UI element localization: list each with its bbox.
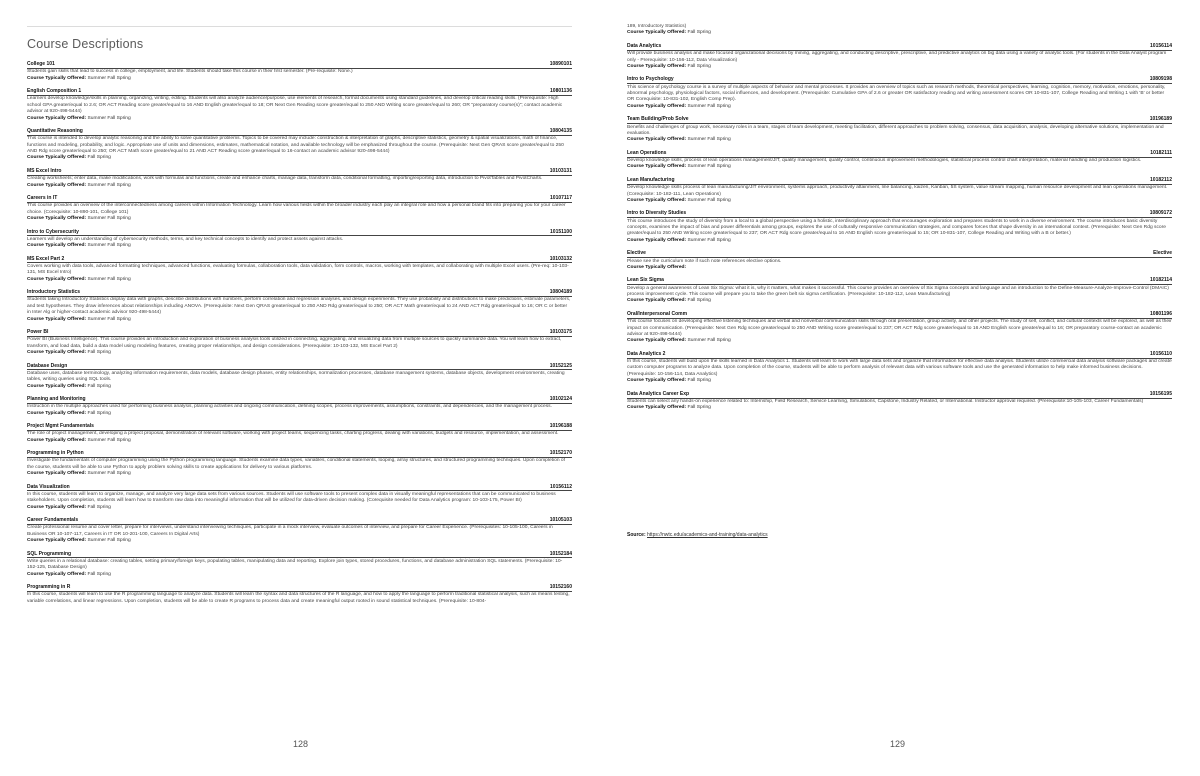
course-description: Develop a general awareness of Lean Six Sigma: what it is, why it matters, what makes it successful. This course provides an overview of Six Sigma concepts and language and an introduction to the Define-Measure-Analyze-Improve-Control (DMAIC) process improvement cycle. This course will prepare you to take the green belt six sigma certification. (Prerequisite: 10-182-112, Lean Manufacturing) xyxy=(627,285,1169,297)
offered-terms: Summer Fall Spring xyxy=(87,471,131,477)
course-offered xyxy=(27,350,572,356)
course-code: 10890101 xyxy=(549,61,572,67)
offered-terms: Summer Fall Spring xyxy=(87,75,131,81)
course-name: Quantitative Reasoning xyxy=(27,128,83,134)
course-offered xyxy=(27,505,572,511)
course-header xyxy=(627,351,1172,359)
course-code: 10156110 xyxy=(1150,350,1172,357)
course-description: Write queries in a relational database: creating tables, setting primary/foreign keys, populating tables, manipulating data and reporting. Explore join types, stored procedures, functions, and database administration SQL statements. (Prerequisite: 10-152-125, Database Design) xyxy=(27,558,563,571)
course-name: Project Mgmt Fundamentals xyxy=(27,423,94,430)
course-code: 10804189 xyxy=(549,289,572,296)
course-header xyxy=(27,329,572,337)
course-code: 10182112 xyxy=(1150,176,1172,183)
right-course-list xyxy=(627,24,1172,418)
offered-label: Course Typically Offered: xyxy=(27,383,87,389)
course-description: Students taking Introductory Statistics display data with graphs, describe distributions with numbers, perform correlation and regression analyses, and design experiments. They use probability and distributions to make predictions, estimate parameters, and test hypotheses. They draw inferences about relationships including ANOVA. (Prerequisite: Next Gen QRAS greater/equal to 250 AND Rdg greater/equal to 250; OR ACT Math greater/equal to 24 AND ACT Rdg greater/equal to 16; OR C or better in Inter Alg or higher-contact academic advisor 920-498-5444) xyxy=(27,297,571,316)
course-offered xyxy=(27,76,572,82)
course-name: Intro to Diversity Studies xyxy=(627,210,687,217)
course-code: 10107117 xyxy=(550,195,572,201)
course-entry xyxy=(627,177,1172,204)
course-description: Creating worksheets; enter data, make modifications, work with formulas and functions, create and enhance charts, manage data, transform data, conditional formatting, importing/exporting data, introduction to PivotTables and PivotCharts. xyxy=(27,176,543,182)
course-code: 10152184 xyxy=(549,550,572,557)
course-name: MS Excel Part 2 xyxy=(27,255,65,262)
course-code: 10801196 xyxy=(1150,310,1172,317)
course-entry xyxy=(27,584,572,605)
offered-label: Course Typically Offered: xyxy=(627,237,687,243)
course-code: 10105103 xyxy=(549,517,572,524)
course-code: 10152170 xyxy=(549,450,572,457)
offered-terms: Summer Fall Spring xyxy=(87,316,131,322)
offered-label: Course Typically Offered: xyxy=(27,276,87,282)
course-description: Investigate the fundamentals of computer programming using the Python programming language. Students examine data types, variables, conditional statements, looping, array structures, and structured programming techniques. Upon completion of the course, students will be able to use Python to apply problem solving skills to create applications for delivery to various platforms. xyxy=(27,458,565,470)
course-offered xyxy=(627,64,1172,70)
course-offered xyxy=(27,317,572,323)
course-description: Benefits and challenges of group work, necessary roles in a team, stages of team development, meeting facilitation, different approaches to problem solving, consensus, data acquisition, analysis, developing alternative solutions, implementation and evaluation. xyxy=(627,124,1164,136)
course-description: Create professional resume and cover letter, prepare for interviews, understand interviewing techniques, participate in a mock interview, evaluate outcomes of interview, and prepare for Career Experience. (Prerequisites: 10-105-100, Careers in Business OR 10-107-117, Careers in IT OR 10-201-100, Careers In Digital Arts) xyxy=(27,525,553,537)
offered-label: Course Typically Offered: xyxy=(627,338,687,344)
course-name: Programming in R xyxy=(27,584,71,591)
course-header xyxy=(627,76,1172,84)
course-name: Lean Operations xyxy=(627,149,667,156)
course-offered xyxy=(27,243,572,249)
offered-label: Course Typically Offered: xyxy=(27,410,87,416)
offered-terms: Summer Fall Spring xyxy=(87,243,131,249)
course-offered xyxy=(27,116,572,122)
source-link[interactable]: https://nwtc.edu/academics-and-training/data-analytics xyxy=(647,532,768,538)
offered-label: Course Typically Offered: xyxy=(27,216,87,221)
course-header xyxy=(27,363,572,371)
offered-terms: Summer Fall Spring xyxy=(87,182,131,188)
course-entry xyxy=(27,450,572,477)
course-name: Intro to Cybersecurity xyxy=(27,228,79,235)
course-offered xyxy=(627,338,1172,344)
course-description: In this course, students will learn to organize, manage, and analyze very large data sets from various sources. Students will use software tools to present complex data in visually meaningful representations that can be communicated to business stakeholders. Upon completion, students will learn how to transform raw data into meaningful information that will be utilized for data-driven decision making. (Corequisite needed for Data Analytics program: 10-103-175, Power BI) xyxy=(27,491,556,504)
course-name: Power BI xyxy=(27,329,49,335)
offered-terms: Summer Fall Spring xyxy=(687,338,731,344)
course-description: Power BI (Business Intelligence). This course provides an introduction and exploration of business analysis tools utilized in connecting, aggregating, and visualizing data from multiple sources to quickly summarize data. You will learn how to extract, transform, and load data, build a data model using modeling features, creating proper relationships, and design considerations. (Prerequisite: 10-103-132, MS Excel Part 2) xyxy=(27,337,562,349)
course-code: 10809198 xyxy=(1149,76,1172,83)
course-name: Programming in Python xyxy=(27,450,84,457)
course-header xyxy=(627,391,1172,399)
course-offered xyxy=(27,572,572,578)
course-description: In this course, students will learn to use the R programming language to analyze data. Students will learn the syntax and data structures of the R language, and how to apply the language to perform traditional statistical analysis, such as means testing, variable correlations, and linear regressions. Upon completion, students will be able to create R programs to process data and create meaningful output rooted in sound statistical techniques. (Prerequisite: 10-804- xyxy=(27,592,570,604)
offered-label: Course Typically Offered: xyxy=(27,437,87,443)
course-code: 10156112 xyxy=(550,483,572,490)
course-entry xyxy=(27,423,572,444)
offered-label: Course Typically Offered: xyxy=(27,471,87,477)
offered-label: Course Typically Offered: xyxy=(627,164,687,170)
course-description: This course introduces the study of diversity from a local to a global perspective using a holistic, interdisciplinary approach that encourages exploration and prepares students to work in a diverse environment. The course introduces basic diversity concepts, examines the impact of bias and power differentials among groups, explores the use of culturally responsive communication strategies, and compares forces that shape diversity in an international context. (Prerequisite: Next Gen Rdg score greater/equal to 250 AND Writing score greater/equal to 237; OR ACT Rdg score greater/equal to 16 AND English score greater/equal to 15; OR 10-831-107, College Reading and Writing with a B or better.) xyxy=(627,218,1166,237)
source-label: Source: xyxy=(627,532,646,538)
offered-terms: Fall Spring xyxy=(87,410,111,416)
course-entry xyxy=(27,256,572,283)
course-name: Careers in IT xyxy=(27,195,58,201)
course-name: Data Analytics Career Exp xyxy=(627,390,690,397)
course-entry xyxy=(627,391,1172,412)
course-description: This course focuses on developing effective listening techniques and verbal and nonverbal communication skills through oral presentation, group activity, and other projects. The study of self, conflict, and cultural contexts will be explored, as well as their impact on communication. (Prerequisite: Next Gen Rdg score greater/equal to 250 AND Writing score greater/equal to 237; OR ACT Rdg score greater/equal to 16 AND English score greater/equal to 16; OR preparatory course-contact an academic advisor at 920-498-5444) xyxy=(627,319,1172,337)
offered-label: Course Typically Offered: xyxy=(27,504,87,510)
course-offered xyxy=(627,238,1172,244)
course-description: This course provides an overview of the interconnectedness among careers within Information Technology. Learn how various fields within the broader industry each play an integral role and how a personal brand fits into preparing you for your career choice. (Corequisite: 10-890-101, College 101) xyxy=(27,203,566,215)
course-entry xyxy=(627,277,1172,304)
course-name: Intro to Psychology xyxy=(627,76,674,83)
course-description: 189, Introductory Statistics) xyxy=(627,24,687,29)
course-name: College 101 xyxy=(27,61,55,67)
course-entry xyxy=(27,396,572,417)
course-code: 10809172 xyxy=(1149,210,1172,217)
offered-terms: Fall Spring xyxy=(87,155,111,161)
course-header xyxy=(27,195,572,203)
course-header xyxy=(27,168,572,176)
offered-label: Course Typically Offered: xyxy=(27,350,87,355)
offered-terms: Summer Fall Spring xyxy=(687,137,731,143)
offered-terms: Summer Fall Spring xyxy=(687,197,731,203)
course-entry xyxy=(27,128,572,162)
offered-label: Course Typically Offered: xyxy=(627,264,687,270)
course-header xyxy=(627,210,1172,218)
course-header xyxy=(27,229,572,237)
course-code: 10196188 xyxy=(549,423,572,430)
offered-terms: Fall Spring xyxy=(87,383,111,389)
offered-terms: Summer Fall Spring xyxy=(687,164,731,170)
course-header xyxy=(27,396,572,404)
offered-terms: Summer Fall Spring xyxy=(87,538,131,544)
course-header xyxy=(27,88,572,96)
course-code: 10152125 xyxy=(549,362,572,369)
offered-label: Course Typically Offered: xyxy=(27,115,87,121)
course-name: Career Fundamentals xyxy=(27,517,79,524)
course-entry xyxy=(27,517,572,544)
course-name: Data Visualization xyxy=(27,483,70,490)
course-code: 10182114 xyxy=(1150,277,1172,284)
course-entry xyxy=(27,195,572,222)
offered-terms: Summer Fall Spring xyxy=(87,216,131,221)
offered-terms: Summer Fall Spring xyxy=(87,276,131,282)
course-name: Elective xyxy=(627,250,646,257)
course-code: 10102124 xyxy=(549,396,572,402)
course-description: Develop knowledge skills, process of lean operations management/JIT, quality management, quality control, continuous improvement methodologies, statistical process control chart interpretation, material handling and production logistics. xyxy=(627,158,1142,163)
course-offered xyxy=(627,298,1172,304)
course-offered xyxy=(627,137,1172,143)
offered-label: Course Typically Offered: xyxy=(627,137,687,143)
course-name: Data Analytics 2 xyxy=(627,350,666,357)
offered-label: Course Typically Offered: xyxy=(627,197,687,203)
offered-label: Course Typically Offered: xyxy=(27,155,87,161)
offered-terms: Fall Spring xyxy=(87,571,111,577)
course-description: Please see the curriculum note if such note references elective options. xyxy=(627,258,782,264)
course-code: 10103131 xyxy=(549,167,572,174)
course-name: MS Excel Intro xyxy=(27,167,62,174)
course-header xyxy=(27,450,572,458)
course-entry xyxy=(627,24,1172,37)
page-number-right: 129 xyxy=(890,739,906,749)
course-offered xyxy=(627,198,1172,204)
course-code: Elective xyxy=(1153,250,1172,257)
course-header xyxy=(627,277,1172,285)
offered-label: Course Typically Offered: xyxy=(627,378,687,384)
course-name: Lean Six Sigma xyxy=(627,277,664,284)
course-header xyxy=(27,517,572,525)
course-description: In this course, students will build upon the skills learned in Data Analytics 1. Students will learn to work with large data sets and organize that information for effective data analysis. Students utilize commercial data analysis software packages and create custom computer programs to analyze data. Upon completion of the course, students will be able to perform analysis of relevant data with various software tools and use the generated information to help make informed business decisions. (Prerequisite: 10-156-114, Data Analytics) xyxy=(627,359,1172,377)
course-entry xyxy=(27,363,572,390)
course-offered xyxy=(27,438,572,444)
offered-label: Course Typically Offered: xyxy=(627,298,687,304)
top-rule xyxy=(27,26,572,27)
offered-terms: Fall Spring xyxy=(687,63,711,69)
course-code: 10182111 xyxy=(1150,149,1172,156)
course-entry xyxy=(627,76,1172,110)
course-description: Learners will develop an understanding of cybersecurity methods, terms, and key technical concepts to identify and protect assets against attacks. xyxy=(27,236,344,242)
course-entry xyxy=(627,43,1172,70)
offered-label: Course Typically Offered: xyxy=(627,63,687,69)
offered-terms: Summer Fall Spring xyxy=(687,103,731,109)
offered-terms: Summer Fall Spring xyxy=(87,115,131,121)
course-description: Instruction in the multiple approaches used for performing business analysis, planning activities and ongoing communication, defining scopes, process improvements, assumptions, constraints, and dependencies, and the management process. xyxy=(27,404,552,410)
course-offered xyxy=(27,384,572,390)
course-header xyxy=(627,116,1172,124)
course-name: Team Building/Prob Solve xyxy=(627,116,689,123)
course-description: This course is intended to develop analytic reasoning and the ability to solve quantitative problems. Topics to be covered may include: construction & interpretation of graphs, descriptive statistics, geometry & spatial visualizations, math of finance, functions and modeling, probability, and logic. Appropriate use of units and dimensions, estimates, mathematical notation, and available technology will be emphasized throughout the course. (Prerequisite: Next Gen QRAS score greater/equal to 250 AND Rdg score greater/equal to 250; OR ACT Math score greater/equal to 21 AND ACT Reading score greater/equal to 16-contact an academic advisor 920-498-5444) xyxy=(27,136,564,154)
course-offered xyxy=(27,216,572,222)
course-offered xyxy=(627,164,1172,170)
source-citation xyxy=(627,532,768,538)
course-header xyxy=(27,484,572,492)
offered-label: Course Typically Offered: xyxy=(627,405,687,411)
course-description: Students can select any hands-on experience related to: Internship, Field Research, Service Learning, Simulations, Capstone, Industry Related, or International. Instructor approval required. (Prerequisite:10-105-103, Career Fundamentals) xyxy=(627,398,1144,404)
offered-terms: Fall Spring xyxy=(87,504,111,510)
course-header xyxy=(627,250,1172,258)
course-entry xyxy=(627,116,1172,143)
course-name: Introductory Statistics xyxy=(27,289,81,296)
course-name: Planning and Monitoring xyxy=(27,396,86,402)
course-header xyxy=(627,177,1172,185)
course-description: This science of psychology course is a survey of multiple aspects of behavior and mental processes. It provides an overview of topics such as research methods, theoretical perspectives, learning, cognition, memory, motivation, emotions, personality, abnormal psychology, physiological factors, social influences, and development. (Prerequisite: Cumulative GPA of 2.6 or greater OR satisfactory reading and writing assessment scores OR 10-831-107, College Reading and Writing 1 with 'B' or better OR Corequisite: 10-831-102, English Comp Prep). xyxy=(627,84,1166,103)
course-offered xyxy=(27,155,572,161)
course-entry xyxy=(27,329,572,356)
offered-label: Course Typically Offered: xyxy=(27,538,87,544)
course-offered xyxy=(27,471,572,477)
left-course-list xyxy=(27,61,572,611)
course-name: Database Design xyxy=(27,362,68,369)
course-header xyxy=(627,311,1172,319)
course-description: Learners develop knowledge/skills in planning, organizing, writing, editing. Students will also analyze audience/purpose, use elements of research, format documents using standard guidelines, and develop critical reading skills. (Prerequisite: High school GPA greater/equal to 2.6; OR ACT Reading score greater/equal to 16 AND English greater/equal to 18; OR Next Gen Reading score greater/equal to 250 AND Writing score greater/equal to 260; OR "preparatory course(s)"; contact academic advisor at 920-498-5444) xyxy=(27,96,563,115)
course-name: English Composition 1 xyxy=(27,88,82,95)
course-code: 10196189 xyxy=(1149,116,1172,123)
course-code: 10103132 xyxy=(549,255,572,262)
page-title: Course Descriptions xyxy=(27,37,144,51)
page-number-left: 128 xyxy=(293,739,309,749)
course-entry xyxy=(27,484,572,511)
course-code: 10103175 xyxy=(549,329,572,335)
course-offered xyxy=(27,538,572,544)
course-entry xyxy=(627,210,1172,244)
course-name: Oral/Interpersonal Comm xyxy=(627,310,688,317)
course-name: Data Analytics xyxy=(627,42,662,49)
course-offered xyxy=(627,30,1172,36)
course-header xyxy=(627,43,1172,51)
course-offered xyxy=(627,104,1172,110)
course-entry xyxy=(27,61,572,82)
right-page xyxy=(600,0,1200,776)
course-header xyxy=(627,150,1172,158)
course-entry xyxy=(27,168,572,189)
course-description: Covers working with data tools, advanced formatting techniques, advanced functions, evaluating formulas, collaboration tools, data validation, form controls, macros, working with templates, and collaborating with multiple Excel users. (Pre-req: 10-103-131, MS Excel Intro) xyxy=(27,263,569,276)
course-description: Will provide business analysis and make focused organizational decisions by mining, aggregating, and conducting descriptive, prescriptive, and predictive analytics on big data using a variety of analytic tools. (For students in the Data Analyst program only - Prerequisite: 10-156-112, Data Visualization) xyxy=(627,51,1167,63)
course-code: 10151100 xyxy=(550,228,572,235)
course-entry xyxy=(27,88,572,122)
offered-label: Course Typically Offered: xyxy=(27,243,87,249)
offered-label: Course Typically Offered: xyxy=(27,571,87,577)
course-code: 10804135 xyxy=(549,128,572,134)
offered-terms: Fall Spring xyxy=(687,405,711,411)
course-name: Lean Manufacturing xyxy=(627,176,675,183)
course-header xyxy=(27,551,572,559)
course-entry xyxy=(627,250,1172,271)
course-offered xyxy=(627,378,1172,384)
offered-terms: Fall Spring xyxy=(687,378,711,384)
offered-label: Course Typically Offered: xyxy=(27,75,87,81)
course-entry xyxy=(27,551,572,578)
course-description: The role of project management, developing a project proposal, demonstration of relevant software, working with project teams, sequencing tasks, charting progress, dealing with variations, budgets and resource, implementation, and assessment. xyxy=(27,431,559,437)
course-header xyxy=(27,584,572,592)
course-header xyxy=(27,423,572,431)
course-header xyxy=(27,128,572,136)
course-description: Students gain skills that lead to success in college, employment, and life. Students should take this course in their first semester. (Pre-requisite: None.) xyxy=(27,69,353,75)
offered-terms: Fall Spring xyxy=(687,30,711,36)
course-offered xyxy=(27,277,572,283)
course-code: 10152160 xyxy=(549,584,572,591)
course-code: 10801136 xyxy=(550,88,572,95)
course-offered xyxy=(627,405,1172,411)
course-offered xyxy=(27,411,572,417)
course-offered xyxy=(27,183,572,189)
course-entry xyxy=(27,289,572,323)
offered-label: Course Typically Offered: xyxy=(627,30,687,36)
offered-terms: Fall Spring xyxy=(87,350,111,355)
course-header xyxy=(27,61,572,69)
offered-terms: Summer Fall Spring xyxy=(687,237,731,243)
course-header xyxy=(27,256,572,264)
course-entry xyxy=(627,311,1172,345)
course-code: 10156195 xyxy=(1149,390,1172,397)
offered-terms: Fall Spring xyxy=(687,298,711,304)
offered-terms: Summer Fall Spring xyxy=(87,437,131,443)
course-entry xyxy=(627,150,1172,171)
offered-label: Course Typically Offered: xyxy=(27,316,87,322)
offered-label: Course Typically Offered: xyxy=(627,103,687,109)
course-entry xyxy=(627,351,1172,385)
course-description: Database uses, database terminology, analyzing information requirements, data models, database design phases, entity relationships, normalization processes, database management systems, database objects, development environments, creating tables, writing queries using SQL tools. xyxy=(27,370,565,383)
course-header xyxy=(27,289,572,297)
course-code: 10156114 xyxy=(1150,42,1172,49)
offered-label: Course Typically Offered: xyxy=(27,182,87,188)
course-description: Develop knowledge skills process of lean manufacturing/JIT environment, systems approach, productivity attainment, line balancing, kaizen, Kanban, 5S system, value stream mapping, human resource development and lean operations management. (Corequisite: 10-182-111, Lean Operations) xyxy=(627,185,1168,197)
course-entry xyxy=(27,229,572,250)
course-offered xyxy=(627,265,1172,271)
course-name: SQL Programming xyxy=(27,550,72,557)
